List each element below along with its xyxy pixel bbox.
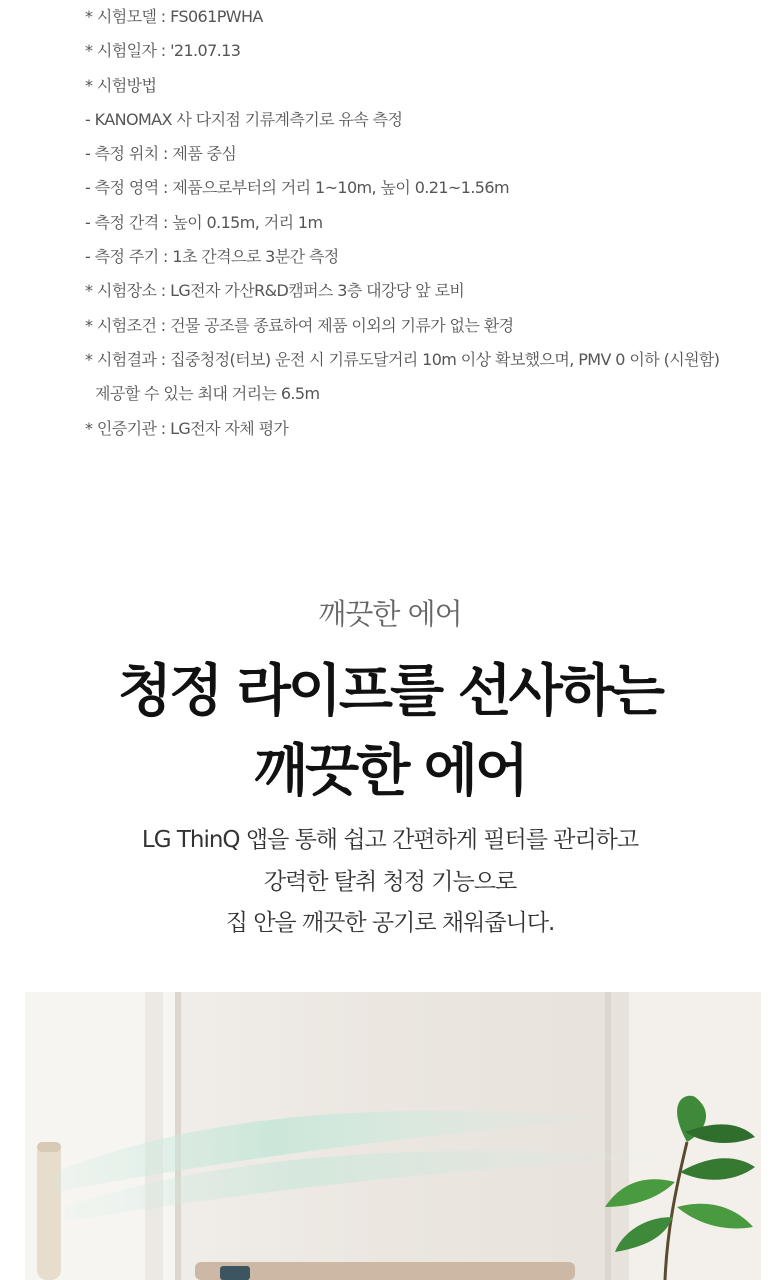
wall-molding — [605, 992, 611, 1280]
section-eyebrow: 깨끗한 에어 — [318, 597, 462, 631]
headline-line: 깨끗한 에어 — [254, 739, 526, 804]
note-line: * 시험결과 : 집중청정(터보) 운전 시 기류도달거리 10m 이상 확보했으며, PMV 0 이하 (시원함) — [85, 349, 720, 369]
section-headline — [0, 652, 780, 812]
note-line: * 시험일자 : '21.07.13 — [85, 41, 241, 61]
note-line: - 측정 주기 : 1초 간격으로 3분간 측정 — [85, 247, 339, 267]
headline-line: 청정 라이프를 선사하는 — [118, 659, 662, 724]
note-line: - KANOMAX 사 다지점 기류계측기로 유속 측정 — [85, 109, 403, 129]
description-line: 집 안을 깨끗한 공기로 채워줍니다. — [225, 910, 555, 936]
curtain-fold — [145, 992, 163, 1280]
air-purifier-top — [37, 1142, 61, 1152]
air-purifier — [37, 1142, 61, 1280]
note-line: - 측정 위치 : 제품 중심 — [85, 144, 237, 164]
note-line: * 시험장소 : LG전자 가산R&D캠퍼스 3층 대강당 앞 로비 — [85, 281, 465, 301]
description-line: LG ThinQ 앱을 통해 쉽고 간편하게 필터를 관리하고 — [141, 827, 639, 853]
note-line: 제공할 수 있는 최대 거리는 6.5m — [95, 384, 320, 404]
note-line: - 측정 간격 : 높이 0.15m, 거리 1m — [85, 212, 323, 232]
living-room-image — [25, 992, 761, 1280]
note-line: * 인증기관 : LG전자 자체 평가 — [85, 418, 289, 438]
sofa — [195, 1262, 575, 1280]
note-line: * 시험모델 : FS061PWHA — [85, 7, 263, 26]
test-notes — [85, 0, 745, 446]
living-room-illustration — [25, 992, 761, 1280]
section-description — [0, 820, 780, 945]
note-line: * 시험방법 — [85, 75, 157, 95]
note-line: * 시험조건 : 건물 공조를 종료하여 제품 이외의 기류가 없는 환경 — [85, 315, 514, 335]
sofa-cushion — [220, 1266, 250, 1280]
description-line: 강력한 탈취 청정 기능으로 — [263, 868, 517, 895]
note-line: - 측정 영역 : 제품으로부터의 거리 1~10m, 높이 0.21~1.56m — [85, 178, 509, 198]
